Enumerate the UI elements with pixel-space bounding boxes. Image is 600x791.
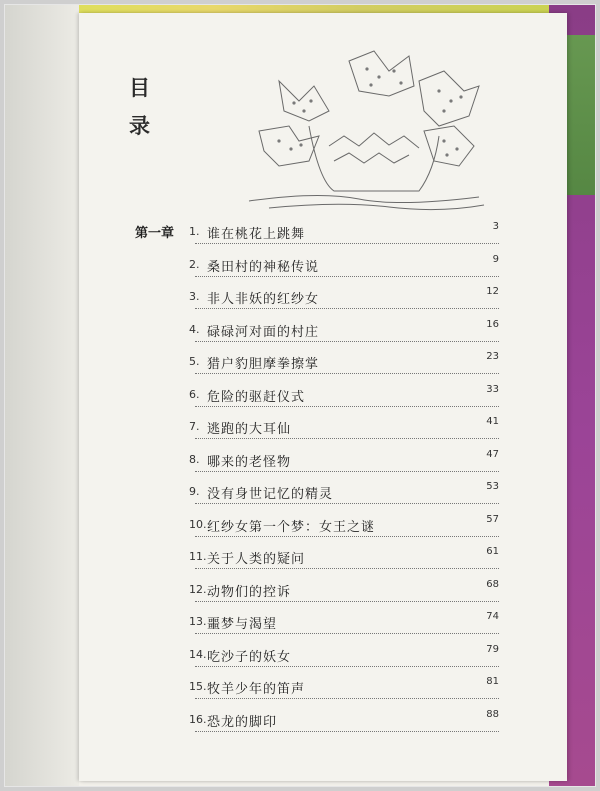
toc-entry-number: 10. bbox=[189, 517, 207, 531]
toc-entry-page: 16 bbox=[486, 318, 499, 330]
toc-entry-page: 61 bbox=[486, 546, 499, 557]
title-char-2: 录 bbox=[129, 114, 152, 138]
toc-leader-line bbox=[195, 601, 499, 602]
photo-frame bbox=[4, 4, 596, 787]
toc-entry-page: 68 bbox=[486, 578, 499, 590]
toc-entry-page: 57 bbox=[486, 513, 499, 525]
toc-entry-title: 猎户豹胆摩拳擦掌 bbox=[207, 357, 320, 372]
toc-entry-number: 7. bbox=[189, 420, 200, 433]
toc-entry bbox=[189, 286, 499, 312]
toc-entry bbox=[189, 644, 499, 670]
toc-leader-line bbox=[195, 243, 499, 244]
toc-entry-title: 牧羊少年的笛声 bbox=[207, 682, 306, 697]
toc-entry-number: 13. bbox=[189, 615, 207, 628]
toc-entry bbox=[189, 449, 499, 475]
toc-entry bbox=[189, 351, 499, 377]
toc-entry bbox=[189, 546, 499, 572]
toc-entry-page: 81 bbox=[486, 676, 499, 687]
toc-entry-title: 吃沙子的妖女 bbox=[207, 649, 292, 665]
toc-entry bbox=[189, 221, 499, 247]
toc-entry-page: 23 bbox=[486, 351, 499, 362]
toc-entry bbox=[189, 676, 499, 702]
toc-entry-page: 79 bbox=[486, 643, 499, 655]
toc-entry-title: 非人非妖的红纱女 bbox=[207, 292, 320, 307]
toc-entry-page: 41 bbox=[486, 416, 499, 427]
toc-entry-number: 15. bbox=[189, 680, 207, 693]
toc-entry bbox=[189, 416, 499, 442]
toc-leader-line bbox=[195, 568, 499, 569]
toc-entry bbox=[189, 579, 499, 605]
toc-entry-number: 8. bbox=[189, 452, 200, 466]
toc-entry-number: 6. bbox=[189, 387, 200, 401]
toc-entry-number: 1. bbox=[189, 225, 200, 238]
toc-entry-page: 53 bbox=[486, 481, 499, 492]
toc-entry-title: 动物们的控诉 bbox=[207, 584, 292, 600]
page-title bbox=[129, 69, 169, 145]
toc-entry-number: 4. bbox=[189, 322, 200, 336]
toc-entry-title: 危险的驱赶仪式 bbox=[207, 389, 306, 405]
toc-leader-line bbox=[195, 308, 499, 309]
toc-entry-page: 74 bbox=[486, 611, 499, 622]
toc-entry bbox=[189, 384, 499, 410]
toc-entry-title: 谁在桃花上跳舞 bbox=[207, 227, 306, 242]
toc-leader-line bbox=[195, 471, 499, 472]
toc-leader-line bbox=[195, 438, 499, 439]
toc-entry bbox=[189, 254, 499, 280]
toc-entry-title: 桑田村的神秘传说 bbox=[207, 259, 320, 275]
toc-entry bbox=[189, 319, 499, 345]
toc-entry-page: 47 bbox=[486, 448, 499, 460]
title-char-1: 目 bbox=[129, 76, 152, 100]
toc-entry-number: 2. bbox=[189, 257, 200, 271]
toc-leader-line bbox=[195, 373, 499, 374]
tree-village-sketch-icon bbox=[239, 41, 489, 211]
toc-entry-title: 红纱女第一个梦：女王之谜 bbox=[207, 519, 376, 535]
toc-entry-page: 3 bbox=[492, 221, 499, 232]
toc-leader-line bbox=[195, 633, 499, 634]
toc-entry-page: 9 bbox=[492, 253, 499, 265]
toc-entry-title: 噩梦与渴望 bbox=[207, 617, 278, 632]
toc-entry-page: 12 bbox=[486, 286, 499, 297]
toc-entry-number: 9. bbox=[189, 485, 200, 498]
toc-entry-title: 哪来的老怪物 bbox=[207, 454, 292, 470]
toc-entry-page: 88 bbox=[486, 708, 499, 720]
toc-entry-number: 3. bbox=[189, 290, 200, 303]
chapter-label: 第一章 bbox=[135, 226, 175, 241]
toc-leader-line bbox=[195, 341, 499, 342]
toc-leader-line bbox=[195, 503, 499, 504]
toc-entry bbox=[189, 514, 499, 540]
toc-entry-title: 没有身世记忆的精灵 bbox=[207, 487, 334, 502]
toc-entry-title: 逃跑的大耳仙 bbox=[207, 422, 292, 437]
toc-entry-number: 14. bbox=[189, 647, 207, 661]
toc-entry bbox=[189, 481, 499, 507]
toc-leader-line bbox=[195, 406, 499, 407]
toc-entry-title: 关于人类的疑问 bbox=[207, 552, 306, 567]
toc-entry-number: 11. bbox=[189, 550, 207, 563]
book-spine-area bbox=[5, 5, 79, 786]
toc-leader-line bbox=[195, 666, 499, 667]
toc-entry-number: 16. bbox=[189, 712, 207, 726]
toc-leader-line bbox=[195, 731, 499, 732]
toc-leader-line bbox=[195, 698, 499, 699]
toc-entry-title: 碌碌河对面的村庄 bbox=[207, 324, 320, 340]
toc-entry-number: 5. bbox=[189, 355, 200, 368]
toc-leader-line bbox=[195, 536, 499, 537]
toc-entry bbox=[189, 709, 499, 735]
toc-entry-number: 12. bbox=[189, 582, 207, 596]
toc-leader-line bbox=[195, 276, 499, 277]
toc-entry-title: 恐龙的脚印 bbox=[207, 714, 278, 730]
book-page bbox=[79, 13, 567, 781]
toc-entry bbox=[189, 611, 499, 637]
toc-entry-page: 33 bbox=[486, 383, 499, 395]
